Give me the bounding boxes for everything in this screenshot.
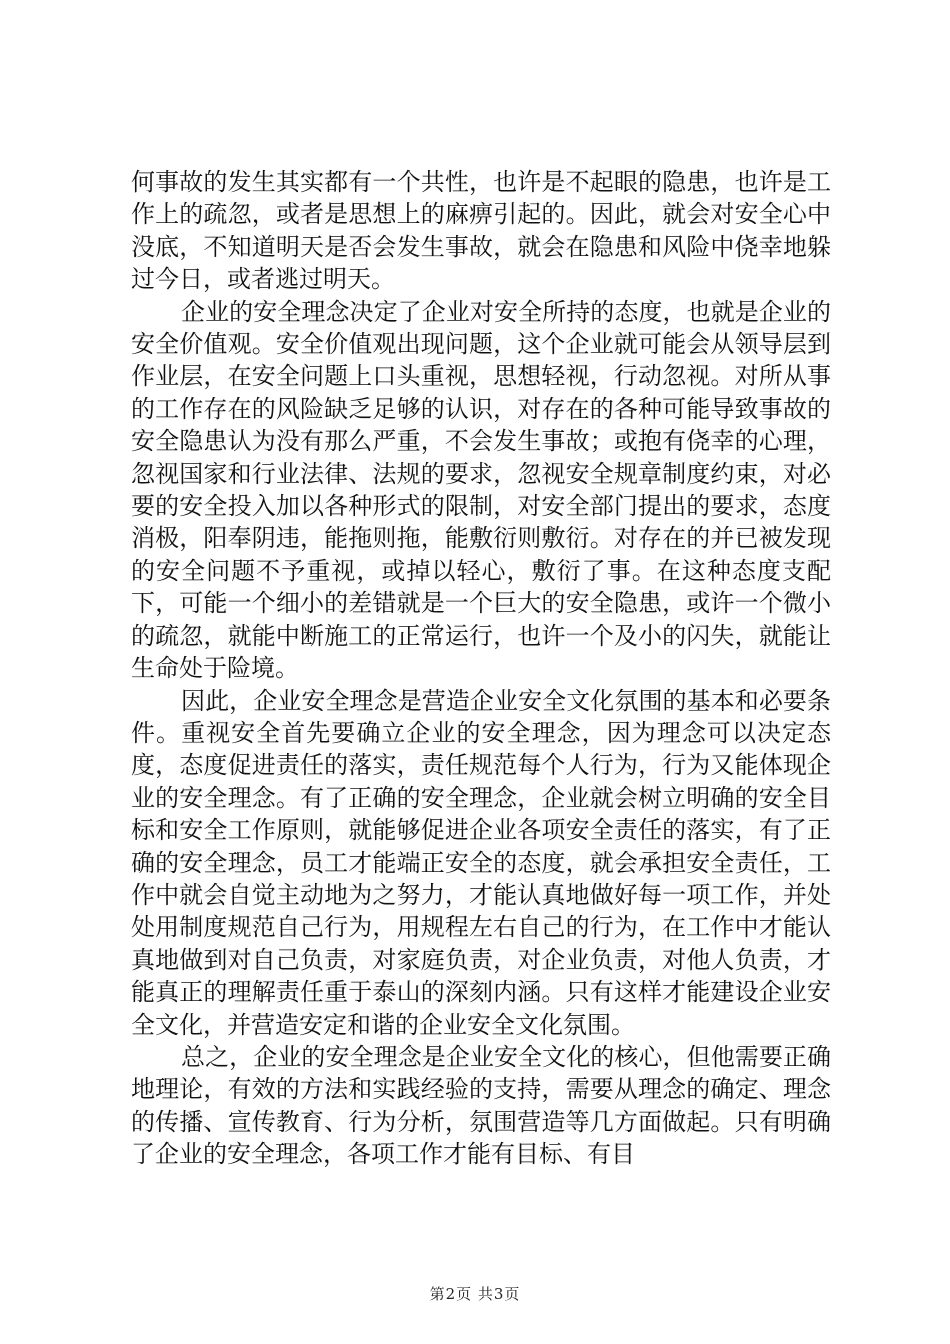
document-body	[131, 166, 831, 1171]
page-footer: 第2页 共3页	[429, 1285, 521, 1303]
paragraph-continuation: 何事故的发生其实都有一个共性，也许是不起眼的隐患，也许是工作上的疏忽，或者是思想上的麻痹引起的。因此，就会对安全心中没底，不知道明天是否会发生事故，就会在隐患和风险中侥幸地躲过今日，或者逃过明天。	[131, 168, 831, 294]
paragraph-safety-values: 企业的安全理念决定了企业对安全所持的态度，也就是企业的安全价值观。安全价值观出现问题，这个企业就可能会从领导层到作业层，在安全问题上口头重视，思想轻视，行动忽视。对所从事的工作存在的风险缺乏足够的认识，对存在的各种可能导致事故的安全隐患认为没有那么严重，不会发生事故；或抱有侥幸的心理，忽视国家和行业法律、法规的要求，忽视安全规章制度约束，对必要的安全投入加以各种形式的限制，对安全部门提出的要求，态度消极，阳奉阴违，能拖则拖，能敷衍则敷衍。对存在的并已被发现的安全问题不予重视，或掉以轻心，敷衍了事。在这种态度支配下，可能一个细小的差错就是一个巨大的安全隐患，或许一个微小的疏忽，就能中断施工的正常运行，也许一个及小的闪失，就能让生命处于险境。	[131, 297, 831, 683]
paragraph-conclusion: 总之，企业的安全理念是企业安全文化的核心，但他需要正确地理论，有效的方法和实践经验的支持，需要从理念的确定、理念的传播、宣传教育、行为分析，氛围营造等几方面做起。只有明确了企业的安全理念，各项工作才能有目标、有目	[131, 1042, 831, 1169]
paragraph-safety-concept: 因此，企业安全理念是营造企业安全文化氛围的基本和必要条件。重视安全首先要确立企业的安全理念，因为理念可以决定态度，态度促进责任的落实，责任规范每个人行为，行为又能体现企业的安全理念。有了正确的安全理念，企业就会树立明确的安全目标和安全工作原则，就能够促进企业各项安全责任的落实，有了正确的安全理念，员工才能端正安全的态度，就会承担安全责任，工作中就会自觉主动地为之努力，才能认真地做好每一项工作，并处处用制度规范自己行为，用规程左右自己的行为，在工作中才能认真地做到对自己负责，对家庭负责，对企业负责，对他人负责，才能真正的理解责任重于泰山的深刻内涵。只有这样才能建设企业安全文化，并营造安定和谐的企业安全文化氛围。	[131, 686, 831, 1039]
